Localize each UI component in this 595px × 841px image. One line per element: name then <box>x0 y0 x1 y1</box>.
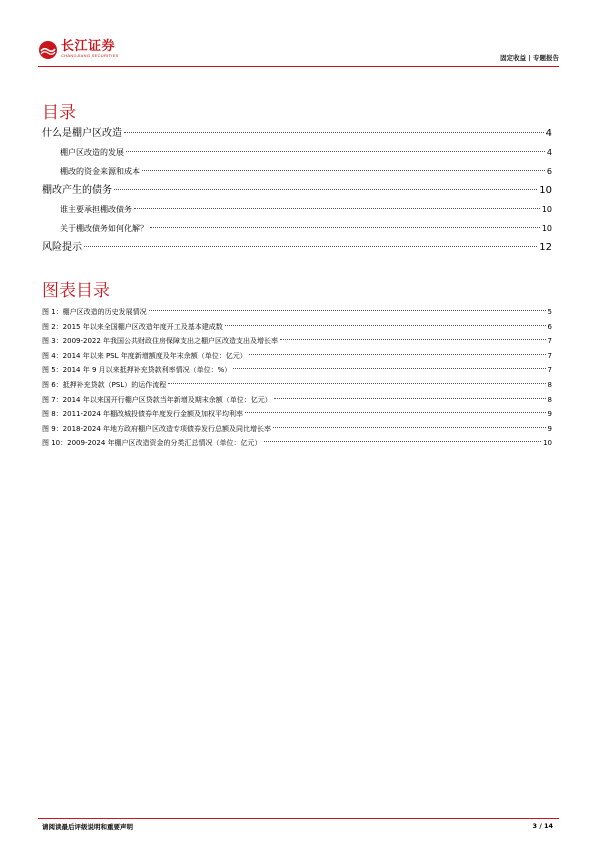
toc-entry-title: 棚改产生的债务 <box>42 185 112 196</box>
dot-leader <box>134 208 540 209</box>
logo-name-cn: 长江证券 <box>61 39 116 54</box>
toc-subentry[interactable] <box>42 219 552 238</box>
figure-entry-page: 7 <box>547 337 552 346</box>
figure-entry-title: 图 9：2018-2024 年地方政府棚户区改造专项债券发行总额及同比增长率 <box>42 424 272 433</box>
toc-subentry-title: 棚户区改造的发展 <box>60 148 124 157</box>
toc-subentry-title: 关于棚改债务如何化解？ <box>60 224 148 233</box>
figure-entry-title: 图 3：2009-2022 年我国公共财政住房保障支出之棚户区改造支出及增长率 <box>42 337 279 346</box>
figure-entry-title: 图 4：2014 年以来 PSL 年度新增额度及年末余额（单位：亿元） <box>42 351 247 360</box>
figure-entry[interactable] <box>42 363 552 378</box>
figure-entry-page: 9 <box>547 410 552 419</box>
toc-entry[interactable] <box>42 124 552 143</box>
toc-subentry-title: 棚改的资金来源和成本 <box>60 167 140 176</box>
toc-subentry[interactable] <box>42 200 552 219</box>
dot-leader <box>245 412 545 413</box>
figure-entry-title: 图 8：2011-2024 年棚改城投债券年度发行金额及加权平均利率 <box>42 410 244 419</box>
company-logo <box>38 40 119 60</box>
figure-entry-title: 图 2：2015 年以来全国棚户区改造年度开工及基本建成数 <box>42 322 223 331</box>
toc-entry-page: 10 <box>539 185 552 196</box>
dot-leader <box>274 398 546 399</box>
figure-entry[interactable] <box>42 320 552 335</box>
logo-name-en: CHANGJIANG SECURITIES <box>61 53 119 58</box>
dot-leader <box>150 227 540 228</box>
dot-leader <box>84 246 537 247</box>
toc-subentry[interactable] <box>42 162 552 181</box>
toc-entry[interactable] <box>42 181 552 200</box>
toc-subentry-page: 10 <box>541 224 552 233</box>
toc-title: 目录 <box>42 103 76 123</box>
toc-entry-page: 4 <box>545 128 552 139</box>
footer-disclaimer: 请阅读最后评级说明和重要声明 <box>42 823 133 831</box>
dot-leader <box>273 427 545 428</box>
toc-subentry[interactable] <box>42 143 552 162</box>
dot-leader <box>280 339 545 340</box>
dot-leader <box>168 383 545 384</box>
figure-entry[interactable] <box>42 349 552 364</box>
figure-entry-title: 图 1：棚户区改造的历史发展情况 <box>42 308 147 316</box>
figure-entry-page: 5 <box>547 308 552 316</box>
page-number: 3 / 14 <box>532 822 553 830</box>
footer-divider <box>38 818 559 819</box>
figure-entry-page: 7 <box>547 366 552 375</box>
figures-title: 图表目录 <box>42 281 110 301</box>
dot-leader <box>124 132 544 133</box>
dot-leader <box>114 189 537 190</box>
figure-entry-page: 9 <box>547 424 552 433</box>
toc-entry-title: 风险提示 <box>42 242 82 253</box>
toc-subentry-page: 6 <box>546 167 552 176</box>
figure-entry-page: 7 <box>547 351 552 360</box>
figure-entry-page: 6 <box>547 322 552 331</box>
header-divider <box>38 66 559 67</box>
figure-entry-title: 图 6：抵押补充贷款（PSL）的运作流程 <box>42 380 167 389</box>
figure-entry[interactable] <box>42 422 552 437</box>
figures-list <box>42 305 552 451</box>
figure-entry[interactable] <box>42 393 552 408</box>
dot-leader <box>225 325 546 326</box>
dot-leader <box>142 170 545 171</box>
figure-entry[interactable] <box>42 378 552 393</box>
figure-entry-title: 图 7：2014 年以来国开行棚户区贷款当年新增及期末余额（单位：亿元） <box>42 395 272 404</box>
dot-leader <box>149 310 546 311</box>
toc-entry[interactable] <box>42 238 552 257</box>
toc-list <box>42 124 552 257</box>
figure-entry-page: 10 <box>543 439 552 448</box>
figure-entry-page: 8 <box>547 380 552 389</box>
toc-subentry-page: 10 <box>541 205 552 214</box>
toc-subentry-page: 4 <box>546 148 552 157</box>
figure-entry[interactable] <box>42 334 552 349</box>
toc-entry-page: 12 <box>539 242 552 253</box>
report-category: 固定收益 | 专题报告 <box>500 54 559 62</box>
toc-entry-title: 什么是棚户区改造 <box>42 128 122 139</box>
figure-entry-title: 图 5：2014 年 9 月以来抵押补充贷款利率情况（单位：%） <box>42 366 232 375</box>
figure-entry-page: 8 <box>547 395 552 404</box>
figure-entry[interactable] <box>42 407 552 422</box>
figure-entry-title: 图 10：2009-2024 年棚户区改造资金的分类汇总情况（单位：亿元） <box>42 439 262 448</box>
dot-leader <box>126 151 545 152</box>
dot-leader <box>233 368 545 369</box>
figure-entry[interactable] <box>42 436 552 451</box>
dot-leader <box>264 441 542 442</box>
figure-entry[interactable] <box>42 305 552 320</box>
dot-leader <box>249 354 546 355</box>
toc-subentry-title: 谁主要承担棚改债务 <box>60 205 132 214</box>
logo-wave-icon <box>38 40 58 60</box>
